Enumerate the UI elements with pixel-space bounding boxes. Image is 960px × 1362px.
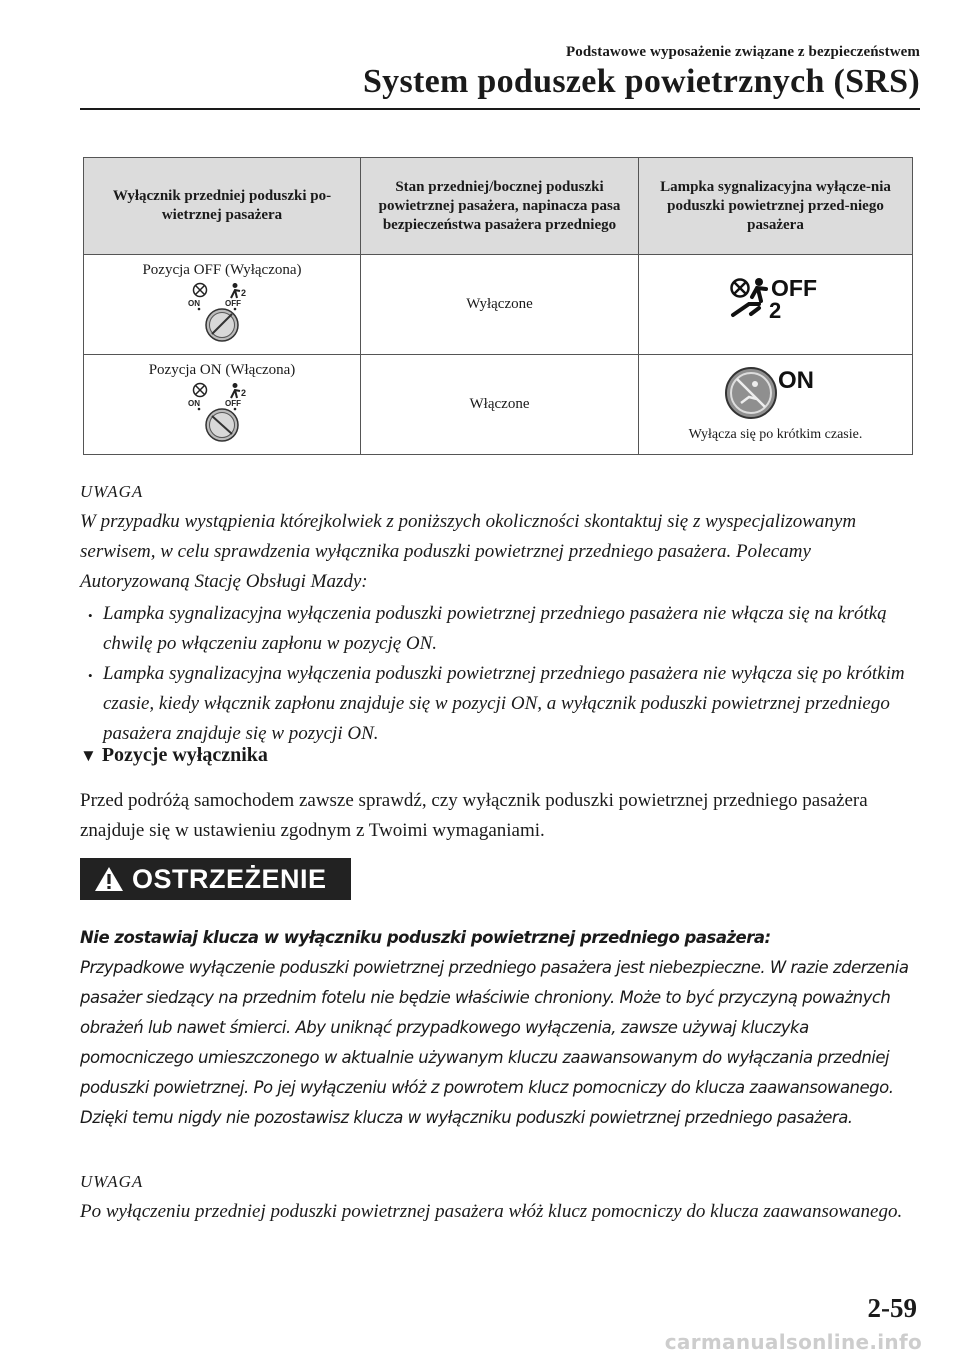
page-number: 2-59 <box>867 1293 917 1323</box>
table-cell-position <box>84 255 361 355</box>
list-item <box>80 599 920 659</box>
page-header <box>363 44 920 101</box>
table-row <box>84 255 913 355</box>
airbag-off-indicator-icon <box>726 274 826 336</box>
svg-text:2: 2 <box>241 388 247 398</box>
note-block <box>80 477 920 749</box>
note-title: UWAGA <box>80 1172 144 1191</box>
position-label: Pozycja ON (Włączona) <box>148 362 296 378</box>
svg-text:ON: ON <box>188 299 200 308</box>
table-cell-status: Wyłączone <box>361 255 639 355</box>
airbag-switch-table <box>83 157 913 455</box>
position-label: Pozycja OFF (Wyłączona) <box>142 262 302 278</box>
warning-triangle-icon <box>94 866 124 892</box>
svg-text:2: 2 <box>768 297 781 323</box>
svg-text:OFF: OFF <box>225 399 241 408</box>
table-header-lamp: Lampka sygnalizacyjna wyłącze-nia poduszki powietrznej przed-niego pasażera <box>639 158 913 255</box>
table-row <box>84 355 913 455</box>
note-block <box>80 1167 920 1227</box>
switch-off-position-icon <box>177 282 267 344</box>
section-text: Przed podróżą samochodem zawsze sprawdź, czy wyłącznik poduszki powietrznej przedniego pasażera znajduje się w ustawieniu zgodnym z Twoimi wymaganiami. <box>80 790 868 841</box>
page-title: System poduszek powietrznych (SRS) <box>362 63 920 100</box>
warning-body: Przypadkowe wyłączenie poduszki powietrznej przedniego pasażera jest niebezpieczne. W razie zderzenia pasażer siedzący na przednim fotelu nie będzie właściwie chroniony. Może to być przyczyną poważnych obrażeń lub nawet śmierci. Aby uniknąć przypadkowego wyłączenia, zawsze używaj kluczyka pomocniczego umieszczonego w aktualnie używanym kluczu zaawansowanym do wyłączania przedniej poduszki powietrznej. Po jej wyłączeniu włóż z powrotem klucz pomocniczy do klucza zaawansowanego. Dzięki temu nigdy nie pozostawisz klucza w wyłączniku poduszki powietrznej przedniego pasażera. <box>80 958 909 1127</box>
warning-text-block <box>80 923 916 1133</box>
note-text: W przypadku wystąpienia którejkolwiek z poniższych okoliczności skontaktuj się z wyspecjalizowanym serwisem, w celu sprawdzenia wyłącznika poduszki powietrznej przedniego pasażera. Polecamy Autoryzowaną Stację Obsługi Mazdy: <box>80 511 857 592</box>
warning-banner <box>80 858 351 900</box>
svg-text:ON: ON <box>188 399 200 408</box>
bullet-marker: • <box>88 608 93 623</box>
table-cell-position <box>84 355 361 455</box>
warning-heading: Nie zostawiaj klucza w wyłączniku poduszki powietrznej przedniego pasażera: <box>80 928 771 947</box>
section-heading-text: Pozycje wyłącznika <box>101 744 268 766</box>
table-cell-lamp <box>639 355 913 455</box>
switch-on-position-icon <box>177 382 267 444</box>
table-header-row <box>84 158 913 255</box>
svg-text:2: 2 <box>241 288 247 298</box>
section-heading <box>80 744 268 767</box>
bullet-text: Lampka sygnalizacyjna wyłączenia poduszki powietrznej przedniego pasażera nie włącza się na krótką chwilę po włączeniu zapłonu w pozycję ON. <box>103 603 887 654</box>
table-cell-status: Włączone <box>361 355 639 455</box>
header-divider <box>80 108 920 110</box>
svg-text:OFF: OFF <box>225 299 241 308</box>
triangle-down-icon: ▼ <box>80 746 97 765</box>
warning-label: OSTRZEŻENIE <box>132 863 327 894</box>
note-title: UWAGA <box>80 482 144 501</box>
note-text: Po wyłączeniu przedniej poduszki powietrznej pasażera włóż klucz pomocniczy do klucza zaawansowanego. <box>80 1201 903 1222</box>
bullet-marker: • <box>88 668 93 683</box>
table-header-status: Stan przedniej/bocznej poduszki powietrznej pasażera, napinacza pasa bezpieczeństwa pasażera przedniego <box>361 158 639 255</box>
list-item <box>80 659 920 749</box>
watermark: carmanualsonline.info <box>664 1330 922 1354</box>
lamp-note: Wyłącza się po krótkim czasie. <box>688 427 863 442</box>
airbag-on-indicator-icon <box>721 365 831 421</box>
table-header-switch: Wyłącznik przedniej poduszki po-wietrznej pasażera <box>84 158 361 255</box>
section-subtitle: Podstawowe wyposażenie związane z bezpieczeństwem <box>566 44 920 60</box>
svg-text:ON: ON <box>777 367 814 394</box>
bullet-text: Lampka sygnalizacyjna wyłączenia poduszki powietrznej przedniego pasażera nie wyłącza się po krótkim czasie, kiedy włącznik zapłonu znajduje się w pozycji ON, a wyłącznik poduszki powietrznej przedniego pasażera znajduje się w pozycji ON. <box>103 663 905 744</box>
table-cell-lamp <box>639 255 913 355</box>
svg-text:OFF: OFF <box>770 274 817 301</box>
